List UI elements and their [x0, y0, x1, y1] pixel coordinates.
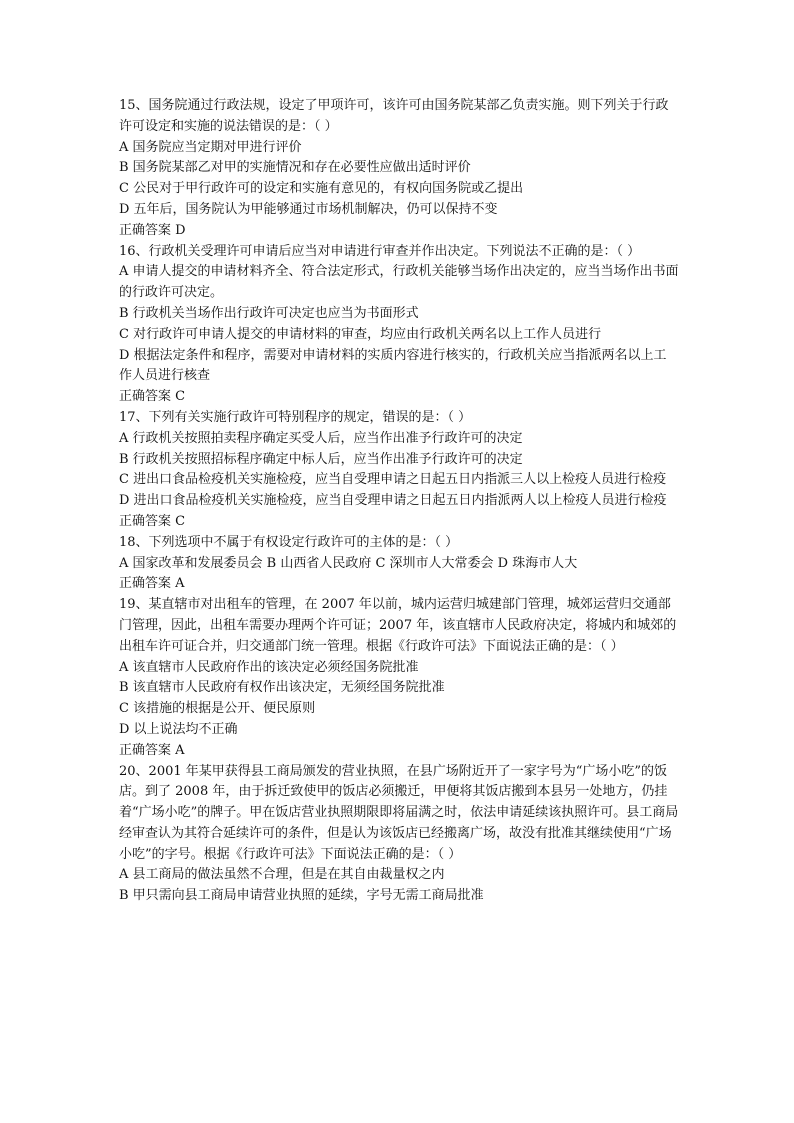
- answer: 正确答案 C: [119, 389, 186, 405]
- option-c: C 公民对于甲行政许可的设定和实施有意见的，有权向国务院或乙提出: [119, 181, 524, 197]
- option-a: A 申请人提交的申请材料齐全、符合法定形式，行政机关能够当场作出决定的，应当当场作出书面的行政许可决定。: [119, 264, 679, 301]
- option-b: B 该直辖市人民政府有权作出该决定，无须经国务院批准: [119, 680, 445, 696]
- answer: 正确答案 A: [119, 576, 185, 592]
- question-20: [119, 762, 679, 908]
- option-a: A 该直辖市人民政府作出的该决定必须经国务院批准: [119, 659, 419, 675]
- option-b: B 行政机关当场作出行政许可决定也应当为书面形式: [119, 305, 419, 321]
- question-stem: 19、某直辖市对出租车的管理，在 2007 年以前，城内运营归城建部门管理，城郊运营归交通部门管理，因此，出租车需要办理两个许可证；2007 年，该直辖市人民政府决定，将城内和城郊的出租车许可证合并，归交通部门统一管理。根据《行政许可法》下面说法正确的是：（ ）: [119, 597, 677, 654]
- option-d: D 根据法定条件和程序，需要对申请材料的实质内容进行核实的，行政机关应当指派两名以上工作人员进行核查: [119, 347, 667, 384]
- option-a: A 行政机关按照拍卖程序确定买受人后，应当作出准予行政许可的决定: [119, 430, 523, 446]
- option-d: D 进出口食品检疫机关实施检疫，应当自受理申请之日起五日内指派两人以上检疫人员进行检疫: [119, 493, 667, 509]
- option-c: C 进出口食品检疫机关实施检疫，应当自受理申请之日起五日内指派三人以上检疫人员进行检疫: [119, 472, 667, 488]
- option-b: B 行政机关按照招标程序确定中标人后，应当作出准予行政许可的决定: [119, 451, 523, 467]
- option-c: C 对行政许可申请人提交的申请材料的审查，均应由行政机关两名以上工作人员进行: [119, 326, 602, 342]
- answer: 正确答案 D: [119, 222, 186, 238]
- option-c: C 该措施的根据是公开、便民原则: [119, 701, 316, 717]
- question-19: [119, 595, 679, 761]
- option-a: A 国务院应当定期对甲进行评价: [119, 139, 302, 155]
- option-a: A 县工商局的做法虽然不合理，但是在其自由裁量权之内: [119, 867, 445, 883]
- answer: 正确答案 C: [119, 513, 186, 529]
- document-page: [119, 96, 679, 907]
- question-stem: 20、2001 年某甲获得县工商局颁发的营业执照，在县广场附近开了一家字号为“广场小吃”的饭店。到了 2008 年，由于拆迁致使甲的饭店必须搬迁，甲便将其饭店搬到本县另一处地方，仍挂着“广场小吃”的牌子。甲在饭店营业执照期限即将届满之时，依法申请延续该执照许可。县工商局经审查认为其符合延续许可的条件，但是认为该饭店已经搬离广场，故没有批准其继续使用“广场小吃”的字号。根据《行政许可法》下面说法正确的是：（ ）: [119, 763, 679, 862]
- options-line: A 国家改革和发展委员会 B 山西省人民政府 C 深圳市人大常委会 D 珠海市人大: [119, 555, 578, 571]
- question-stem: 15、国务院通过行政法规，设定了甲项许可，该许可由国务院某部乙负责实施。则下列关于行政许可设定和实施的说法错误的是：（ ）: [119, 98, 669, 134]
- answer: 正确答案 A: [119, 742, 185, 758]
- question-15: [119, 96, 679, 242]
- option-d: D 五年后，国务院认为甲能够通过市场机制解决，仍可以保持不变: [119, 201, 498, 217]
- question-17: [119, 408, 679, 533]
- question-stem: 17、下列有关实施行政许可特别程序的规定，错误的是：（ ）: [119, 409, 472, 425]
- option-b: B 国务院某部乙对甲的实施情况和存在必要性应做出适时评价: [119, 160, 471, 176]
- option-b: B 甲只需向县工商局申请营业执照的延续，字号无需工商局批准: [119, 888, 484, 904]
- question-16: [119, 242, 679, 408]
- question-stem: 16、行政机关受理许可申请后应当对申请进行审查并作出决定。下列说法不正确的是：（ ）: [119, 243, 641, 259]
- question-18: [119, 533, 679, 595]
- option-d: D 以上说法均不正确: [119, 721, 238, 737]
- question-stem: 18、下列选项中不属于有权设定行政许可的主体的是：（ ）: [119, 534, 459, 550]
